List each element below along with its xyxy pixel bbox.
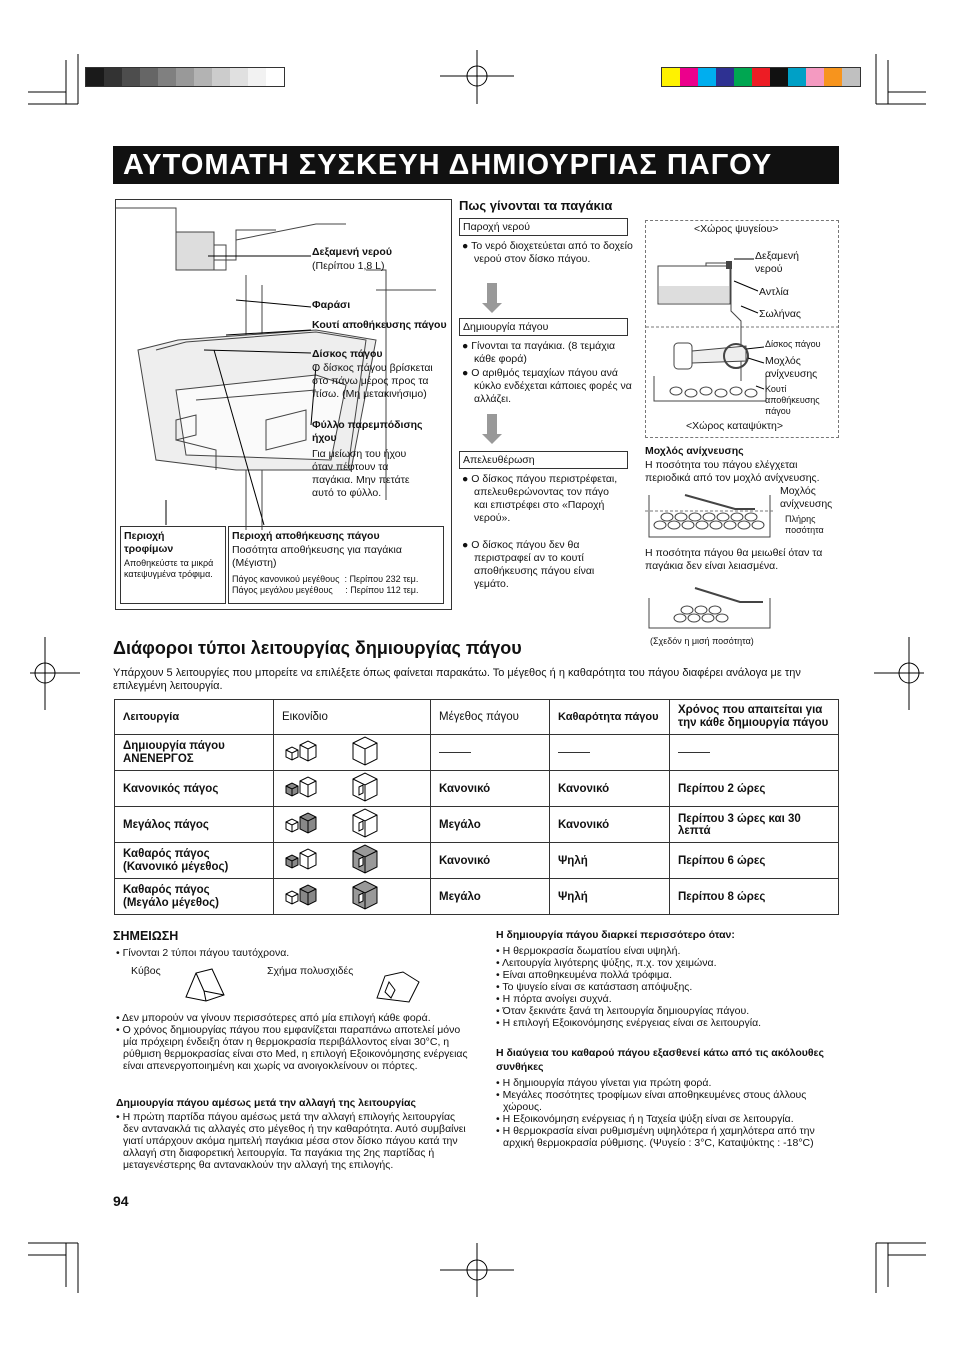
gray-swatch — [104, 68, 122, 86]
polyhedral-shape-icon — [373, 968, 423, 1006]
note-4: • Η πρώτη παρτίδα πάγου αμέσως μετά την αλλαγή επιλογής λειτουργίας δεν αντανακλά τις αλλαγές στο μέγεθος ή την καθαρότητα. Αυτό συμβαίνει γιατί υπάρχουν ακόμα ημιτελή παγάκια μέσα στον δίσκο πάγου κατά την αλλαγή στη διαφορετική λειτουργία. Τα παγάκια της 2ης παρτίδας ή μεταγενέστερης θα αντανακλούν την αλλαγή της επιλογής. — [116, 1111, 466, 1171]
mode-cell: Μεγάλος πάγος — [115, 807, 274, 843]
table-row — [115, 879, 839, 915]
note-3: • Ο χρόνος δημιουργίας πάγου που εμφανίζεται παραπάνω αποτελεί μόνο μία πρόχειρη ένδειξη όταν η θερμοκρασία περιβάλλοντος είναι 30°C, η ρύθμιση θερμοκρασίας είναι στο Med, η επιλογή Εξοικονόμησης ενέργειας είναι απενεργοποιημένη και χωρίς να ανοιγοκλείνουν οι πόρτες. — [116, 1024, 468, 1072]
down-arrow-icon — [487, 414, 497, 434]
gray-swatch — [122, 68, 140, 86]
lever-heading: Μοχλός ανίχνευσης — [645, 445, 744, 457]
lever2-label: Μοχλός ανίχνευσης — [780, 485, 833, 510]
mode-sub: (Μεγάλο μέγεθος) — [123, 896, 219, 909]
icon-cell — [342, 879, 431, 915]
size-cell: Κανονικό — [431, 843, 550, 879]
step-ice-making: Δημιουργία πάγου — [459, 318, 628, 336]
water-tank-capacity: (Περίπου 1,8 L) — [312, 260, 385, 272]
size-cell: Κανονικό — [431, 771, 550, 807]
step3-bullet-2: ● Ο δίσκος πάγου δεν θα περιστραφεί αν το κουτί αποθήκευσης πάγου είναι γεμάτο. — [462, 539, 595, 590]
size-cell: Μεγάλο — [431, 807, 550, 843]
ice-cubes-icon — [282, 739, 322, 763]
clarity-item: • Η θερμοκρασία είναι ρυθμισμένη υψηλότερα ή χαμηλότερα από την αρχική θερμοκρασία ρύθμισης. (Ψυγείο : 3°C, Καταψύκτης : -18°C) — [496, 1125, 815, 1149]
color-swatch — [698, 68, 716, 86]
color-swatch — [734, 68, 752, 86]
dash — [558, 752, 590, 753]
step1-bullet: ● Το νερό διοχετεύεται από το δοχείο νερού στον δίσκο πάγου. — [462, 240, 633, 265]
full-quantity-label: Πλήρης ποσότητα — [785, 514, 824, 535]
cube-with-ice-icon — [350, 807, 380, 839]
cube-label: Κύβος — [131, 965, 161, 977]
step3-bullet-1-text: Ο δίσκος πάγου περιστρέφεται, απελευθερώνοντας τον πάγο και επιστρέφει στο «Παροχή νερού». — [471, 473, 618, 524]
freezer-space-label: <Χώρος καταψύκτη> — [686, 420, 783, 432]
longer-item: • Η πόρτα ανοίγει συχνά. — [496, 993, 612, 1005]
step2-bullet-2: ● Ο αριθμός τεμαχίων πάγου ανά κύκλο ενδέχεται κάποιες φορές να αλλάζει. — [462, 367, 632, 405]
gray-swatch — [194, 68, 212, 86]
note-subheading: Δημιουργία πάγου αμέσως μετά την αλλαγή της λειτουργίας — [116, 1097, 416, 1109]
gray-swatch — [158, 68, 176, 86]
icon-cell — [274, 843, 343, 879]
shovel-label: Φαράσι — [312, 299, 351, 311]
food-area-desc: Αποθηκεύστε τα μικρά κατεψυγμένα τρόφιμα. — [124, 558, 214, 579]
process-color-bar — [661, 67, 861, 87]
down-arrow-icon — [487, 283, 497, 303]
mode-name: Καθαρός πάγος — [123, 883, 210, 896]
clarity-cell: Ψηλή — [550, 879, 670, 915]
half-quantity-drawing — [645, 578, 775, 634]
size-cell — [431, 735, 550, 771]
storage-area-box — [228, 526, 444, 604]
note-heading: ΣΗΜΕΙΩΣΗ — [113, 929, 179, 943]
page-number: 94 — [113, 1193, 129, 1209]
lever-desc: Η ποσότητα του πάγου ελέγχεται περιοδικά από τον μοχλό ανίχνευσης. — [645, 459, 820, 484]
ice-tray-label: Δίσκος πάγου — [312, 348, 383, 360]
mode-cell: Κανονικός πάγος — [115, 771, 274, 807]
schem-box-label: Κουτί αποθήκευσης πάγου — [765, 384, 820, 416]
longer-item: • Όταν ξεκινάτε ξανά τη λειτουργία δημιουργίας πάγου. — [496, 1005, 750, 1017]
step2-bullet-1-text: Γίνονται τα παγάκια. (8 τεμάχια κάθε φορά) — [471, 340, 616, 365]
mode-name: Δημιουργία πάγου — [123, 739, 225, 752]
mode-sub: (Κανονικό μέγεθος) — [123, 860, 229, 873]
header-mode: Λειτουργία — [115, 700, 274, 735]
note-1: • Γίνονται 2 τύποι πάγου ταυτόχρονα. — [116, 947, 290, 959]
icon-cell — [342, 843, 431, 879]
ice-cubes-icon — [282, 883, 322, 907]
pump-label: Αντλία — [759, 286, 789, 298]
ice-cubes-icon — [282, 811, 322, 835]
mode-sub: ΑΝΕΝΕΡΓΟΣ — [123, 752, 194, 765]
icon-cell — [274, 735, 343, 771]
large-ice-quantity: Πάγος μεγάλου μεγέθους : Περίπου 112 τεμ. — [232, 585, 419, 595]
noise-sheet-desc: Για μείωση του ήχου όταν πέφτουν τα παγάκια. Μην πετάτε αυτό το φύλλο. — [312, 448, 410, 499]
clarity-heading: Η διαύγεια του καθαρού πάγου εξασθενεί κάτω από τις ακόλουθες συνθήκες — [496, 1047, 824, 1073]
clarity-cell: Κανονικό — [550, 807, 670, 843]
dash — [439, 752, 471, 753]
food-area-label: Περιοχή τροφίμων — [124, 530, 174, 555]
clarity-cell: Ψηλή — [550, 843, 670, 879]
gray-swatch — [248, 68, 266, 86]
pipe-label: Σωλήνας — [759, 308, 801, 320]
color-swatch — [788, 68, 806, 86]
gray-swatch — [212, 68, 230, 86]
ice-cubes-icon — [282, 847, 322, 871]
header-icon: Εικονίδιο — [274, 700, 431, 735]
clear-ice-cube-icon — [350, 843, 380, 875]
longer-item: • Λειτουργία λιγότερης ψύξης, π.χ. τον χειμώνα. — [496, 957, 717, 969]
icon-cell — [274, 771, 343, 807]
color-swatch — [806, 68, 824, 86]
longer-item: • Η επιλογή Εξοικονόμησης ενέργειας είναι σε λειτουργία. — [496, 1017, 762, 1029]
header-size: Μέγεθος πάγου — [431, 700, 550, 735]
longer-heading: Η δημιουργία πάγου διαρκεί περισσότερο όταν: — [496, 929, 735, 941]
step3-bullet-2-text: Ο δίσκος πάγου δεν θα περιστραφεί αν το κουτί αποθήκευσης πάγου είναι γεμάτο. — [471, 539, 595, 590]
clarity-cell — [550, 735, 670, 771]
longer-item: • Είναι αποθηκευμένα πολλά τρόφιμα. — [496, 969, 673, 981]
header-clarity: Καθαρότητα πάγου — [550, 700, 670, 735]
gray-color-bar — [85, 67, 285, 87]
time-cell — [670, 735, 839, 771]
mode-cell — [115, 879, 274, 915]
large-cube-outline-icon — [350, 735, 380, 767]
mode-cell — [115, 843, 274, 879]
fridge-schematic — [645, 220, 839, 438]
mode-name: Καθαρός πάγος — [123, 847, 210, 860]
reduce-desc: Η ποσότητα πάγου θα μειωθεί όταν τα παγάκια δεν είναι λειασμένα. — [645, 547, 823, 572]
table-row — [115, 807, 839, 843]
size-cell: Μεγάλο — [431, 879, 550, 915]
gray-swatch — [86, 68, 104, 86]
full-quantity-drawing — [645, 485, 775, 543]
longer-item: • Το ψυγείο είναι σε κατάσταση απόψυξης. — [496, 981, 693, 993]
gray-swatch — [176, 68, 194, 86]
table-row — [115, 843, 839, 879]
step-release: Απελευθέρωση — [459, 451, 628, 469]
modes-heading: Διάφοροι τύποι λειτουργίας δημιουργίας πάγου — [113, 638, 522, 658]
step3-bullet-1: ● Ο δίσκος πάγου περιστρέφεται, απελευθερώνοντας τον πάγο και επιστρέφει στο «Παροχή νερού». — [462, 473, 618, 524]
icon-cell — [342, 771, 431, 807]
clarity-item: • Μεγάλες ποσότητες τροφίμων είναι αποθηκευμένες στους άλλους χώρους. — [496, 1089, 807, 1113]
icon-cell — [342, 807, 431, 843]
time-cell: Περίπου 3 ώρες και 30 λεπτά — [670, 807, 839, 843]
ice-cubes-icon — [282, 775, 322, 799]
color-swatch — [770, 68, 788, 86]
color-swatch — [752, 68, 770, 86]
gray-swatch — [230, 68, 248, 86]
modes-intro: Υπάρχουν 5 λειτουργίες που μπορείτε να επιλέξετε όπως φαίνεται παρακάτω. Το μέγεθος ή η καθαρότητα του πάγου διαφέρει ανάλογα με την επιλεγμένη λειτουργία. — [113, 667, 801, 692]
clarity-item: • Η Εξοικονόμηση ενέργειας ή η Ταχεία ψύξη είναι σε λειτουργία. — [496, 1113, 794, 1125]
gray-swatch — [266, 68, 284, 86]
note-2: • Δεν μπορούν να γίνουν περισσότερες από μία επιλογή κάθε φορά. — [116, 1012, 431, 1024]
poly-label: Σχήμα πολυσχιδές — [267, 965, 354, 977]
time-cell: Περίπου 8 ώρες — [670, 879, 839, 915]
mode-cell — [115, 735, 274, 771]
color-swatch — [824, 68, 842, 86]
how-heading: Πως γίνονται τα παγάκια — [459, 198, 613, 213]
ice-tray-desc: Ο δίσκος πάγου βρίσκεται στο πάνω μέρος προς τα πίσω. (Μη μετακινήσιμο) — [312, 362, 433, 400]
schem-tray-label: Δίσκος πάγου — [765, 339, 821, 349]
table-row — [115, 771, 839, 807]
page-title: ΑΥΤΟΜΑΤΗ ΣΥΣΚΕΥΗ ΔΗΜΙΟΥΡΓΙΑΣ ΠΑΓΟΥ — [113, 146, 839, 184]
clarity-cell: Κανονικό — [550, 771, 670, 807]
color-swatch — [716, 68, 734, 86]
schem-lever-label: Μοχλός ανίχνευσης — [765, 355, 818, 380]
step2-bullet-1: ● Γίνονται τα παγάκια. (8 τεμάχια κάθε φορά) — [462, 340, 616, 365]
step2-bullet-2-text: Ο αριθμός τεμαχίων πάγου ανά κύκλο ενδέχεται κάποιες φορές να αλλάζει. — [471, 367, 632, 405]
step1-bullet-text: Το νερό διοχετεύεται από το δοχείο νερού στον δίσκο πάγου. — [471, 240, 633, 265]
normal-ice-quantity: Πάγος κανονικού μεγέθους : Περίπου 232 τεμ. — [232, 574, 419, 584]
half-quantity-label: (Σχεδόν η μισή ποσότητα) — [650, 636, 754, 646]
icon-cell — [274, 807, 343, 843]
color-swatch — [662, 68, 680, 86]
color-swatch — [680, 68, 698, 86]
dash — [678, 752, 710, 753]
longer-item: • Η θερμοκρασία δωματίου είναι υψηλή. — [496, 945, 681, 957]
storage-area-label: Περιοχή αποθήκευσης πάγου — [232, 530, 380, 542]
color-swatch — [842, 68, 860, 86]
table-row — [115, 735, 839, 771]
icon-cell — [274, 879, 343, 915]
ice-maker-diagram — [115, 199, 452, 610]
time-cell: Περίπου 2 ώρες — [670, 771, 839, 807]
fridge-space-label: <Χώρος ψυγείου> — [694, 223, 779, 235]
storage-area-desc: Ποσότητα αποθήκευσης για παγάκια (Μέγιστη) — [232, 544, 402, 569]
schem-tank-label: Δεξαμενή νερού — [755, 250, 800, 275]
food-area-box — [120, 526, 226, 604]
cube-with-ice-icon — [350, 771, 380, 803]
clarity-item: • Η δημιουργία πάγου γίνεται για πρώτη φορά. — [496, 1077, 712, 1089]
time-cell: Περίπου 6 ώρες — [670, 843, 839, 879]
cube-shape-icon — [182, 965, 227, 1003]
modes-table — [114, 699, 839, 915]
icon-cell — [342, 735, 431, 771]
water-tank-label: Δεξαμενή νερού — [312, 246, 392, 258]
header-time: Χρόνος που απαιτείται για την κάθε δημιουργία πάγου — [670, 700, 839, 735]
gray-swatch — [140, 68, 158, 86]
longer-list — [496, 945, 841, 1029]
clear-ice-cube-icon — [350, 879, 380, 911]
table-header-row — [115, 700, 839, 735]
clarity-list — [496, 1077, 831, 1149]
storage-box-label: Κουτί αποθήκευσης πάγου — [312, 319, 447, 331]
step-water-supply: Παροχή νερού — [459, 218, 628, 236]
noise-sheet-label: Φύλλο παρεμπόδισης ήχου — [312, 419, 423, 444]
